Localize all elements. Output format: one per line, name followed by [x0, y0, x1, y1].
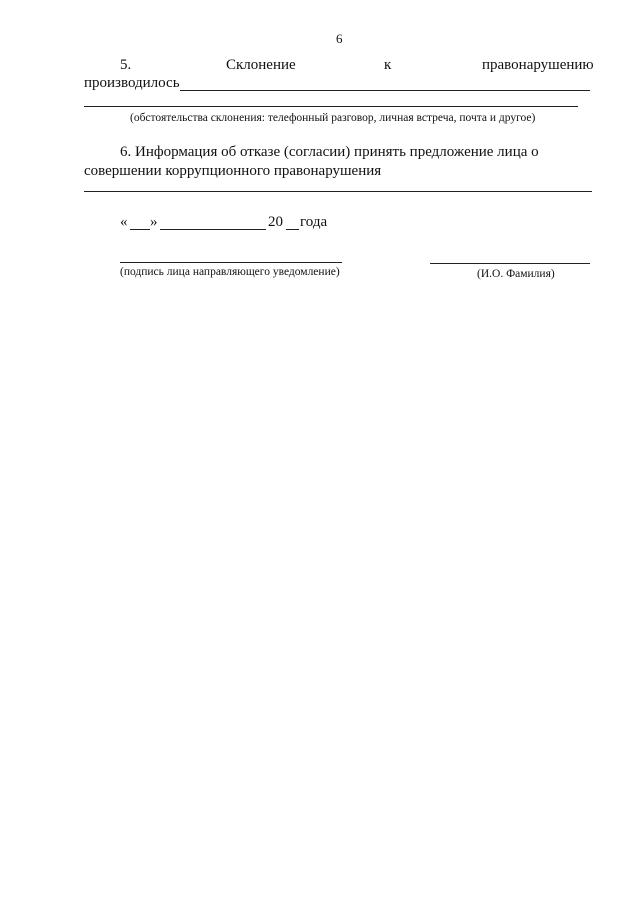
- date-day-blank[interactable]: [130, 229, 150, 230]
- section5-word-sklonenie: Склонение: [226, 57, 296, 73]
- date-year-prefix: 20: [268, 214, 283, 230]
- section6-line1: 6. Информация об отказе (согласии) принять предложение лица о: [120, 144, 539, 160]
- section5-fill-line-2[interactable]: [84, 106, 578, 107]
- section6-fill-line[interactable]: [84, 191, 592, 192]
- date-year-suffix: года: [300, 214, 328, 230]
- section5-hint: (обстоятельства склонения: телефонный разговор, личная встреча, почта и другое): [130, 112, 536, 124]
- signature-line[interactable]: [120, 262, 342, 263]
- date-open-quote: «: [120, 214, 128, 230]
- section5-word-pravonarusheniyu: правонарушению: [482, 57, 594, 73]
- name-caption: (И.О. Фамилия): [477, 268, 555, 280]
- section5-word-k: к: [384, 57, 392, 73]
- signature-caption: (подпись лица направляющего уведомление): [120, 266, 340, 278]
- section5-fill-line-1[interactable]: [180, 90, 590, 91]
- name-line[interactable]: [430, 263, 590, 264]
- date-close-quote: »: [150, 214, 158, 230]
- date-year-blank[interactable]: [286, 229, 299, 230]
- page-number: 6: [336, 31, 343, 46]
- section5-number: 5.: [120, 57, 132, 73]
- section6-line2: совершении коррупционного правонарушения: [84, 163, 382, 179]
- date-month-blank[interactable]: [160, 229, 266, 230]
- section5-line2-label: производилось: [84, 75, 180, 91]
